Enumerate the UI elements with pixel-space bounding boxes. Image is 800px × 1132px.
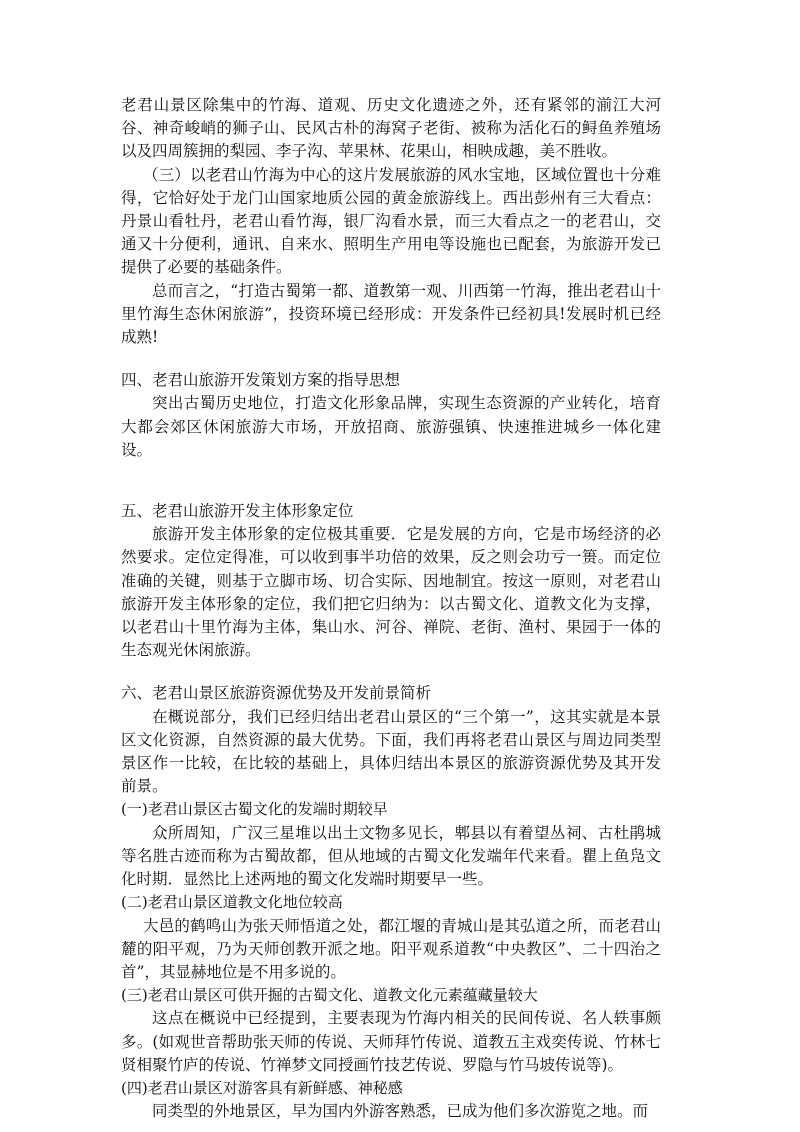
subheading-1: (一)老君山景区古蜀文化的发端时期较早 bbox=[121, 800, 388, 819]
paragraph-location: （三）以老君山竹海为中心的这片发展旅游的风水宝地，区域位置也十分难得，它恰好处于龙门山国家地质公园的黄金旅游线上。西出彭州有三大看点：丹景山看牡丹，老君山看竹海，银厂沟看水景，而三大看点之一的老君山，交通又十分便利，通讯、自来水、照明生产用电等设施也已配套，为旅游开发已提供了必要的基础条件。 bbox=[121, 165, 661, 277]
spacer bbox=[121, 349, 661, 369]
spacer bbox=[121, 662, 661, 682]
paragraph-taoist-culture: 大邑的鹤鸣山为张天师悟道之处，都江堰的青城山是其弘道之所，而老君山麓的阳平观，乃为天师创教开派之地。阳平观系道教“中央教区”、二十四治之首”，其显赫地位是不用多说的。 bbox=[121, 916, 661, 981]
paragraph-guiding-idea: 突出古蜀历史地位，打造文化形象品牌，实现生态资源的产业转化，培育大都会郊区休闲旅游大市场，开放招商、旅游强镇、快速推进城乡一体化建设。 bbox=[121, 394, 661, 459]
paragraph-image-positioning: 旅游开发主体形象的定位极其重要．它是发展的方向，它是市场经济的必然要求。定位定得准，可以收到事半功倍的效果，反之则会功亏一篑。而定位准确的关键，则基于立脚市场、切合实际、因地制宜。按这一原则，对老君山旅游开发主体形象的定位，我们把它归纳为：以古蜀文化、道教文化为支撑，以老君山十里竹海为主体，集山水、河谷、禅院、老街、渔村、果园于一体的生态观光休闲旅游。 bbox=[121, 525, 661, 660]
heading-section-4: 四、老君山旅游开发策划方案的指导思想 bbox=[121, 371, 401, 390]
paragraph-cultural-elements: 这点在概说中已经提到，主要表现为竹海内相关的民间传说、名人轶事颇多。(如观世音帮助张天师的传说、天师拜竹传说、道教五主戏奕传说、竹林七贤相聚竹庐的传说、竹禅梦文同授画竹技艺传说、罗隐与竹马坡传说等)。 bbox=[121, 1009, 661, 1074]
paragraph-shu-culture: 众所周知，广汉三星堆以出土文物多见长，郫县以有着望丛祠、古杜鹃城等名胜古迹而称为古蜀故都，但从地域的古蜀文化发端年代来看。瞿上鱼凫文化时期．显然比上述两地的蜀文化发端时期要早一些。 bbox=[121, 823, 661, 889]
paragraph-novelty: 同类型的外地景区，早为国内外游客熟悉，已成为他们多次游览之地。而 bbox=[152, 1102, 649, 1121]
subheading-3: (三)老君山景区可供开掘的古蜀文化、道教文化元素蕴藏量较大 bbox=[121, 986, 538, 1005]
spacer bbox=[121, 462, 661, 500]
heading-section-5: 五、老君山旅游开发主体形象定位 bbox=[121, 502, 354, 521]
subheading-4: (四)老君山景区对游客具有新鲜感、神秘感 bbox=[121, 1078, 403, 1097]
heading-section-6: 六、老君山景区旅游资源优势及开发前景简析 bbox=[121, 684, 432, 703]
paragraph-summary: 总而言之，“打造古蜀第一都、道教第一观、川西第一竹海，推出老君山十里竹海生态休闲旅游”，投资环境已经形成：开发条件已经初具!发展时机已经成熟! bbox=[121, 281, 661, 347]
subheading-2: (二)老君山景区道教文化地位较高 bbox=[121, 893, 343, 912]
paragraph-scenic-overview: 老君山景区除集中的竹海、道观、历史文化遗迹之外，还有紧邻的湔江大河谷、神奇峻峭的狮子山、民风古朴的海窝子老街、被称为活化石的鲟鱼养殖场以及四周簇拥的梨园、李子沟、苹果林、花果山，相映成趣，美不胜收。 bbox=[121, 96, 661, 161]
paragraph-resource-advantages: 在概说部分，我们已经归结出老君山景区的“三个第一”，这其实就是本景区文化资源，自然资源的最大优势。下面，我们再将老君山景区与周边同类型景区作一比较，在比较的基础上，具体归结出本景区的旅游资源优势及其开发前景。 bbox=[121, 707, 661, 796]
document-page bbox=[121, 94, 661, 1123]
